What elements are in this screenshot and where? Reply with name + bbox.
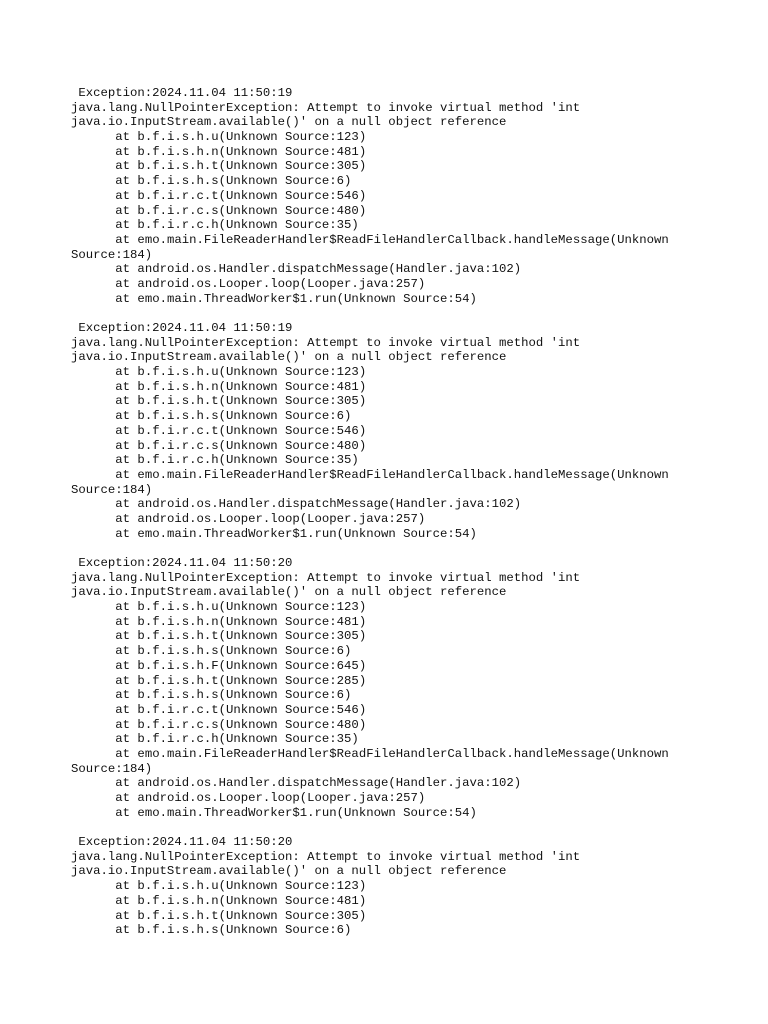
stack-frame: at android.os.Handler.dispatchMessage(Handler.java:102) xyxy=(115,262,522,277)
stack-frame: at android.os.Handler.dispatchMessage(Handler.java:102) xyxy=(115,497,522,512)
stack-frame: at b.f.i.r.c.h(Unknown Source:35) xyxy=(115,218,359,233)
exception-message: java.io.InputStream.available()' on a null object reference xyxy=(71,115,507,130)
stack-frame: at emo.main.FileReaderHandler$ReadFileHandlerCallback.handleMessage(Unknown xyxy=(115,746,669,761)
stack-frame: at b.f.i.s.h.t(Unknown Source:305) xyxy=(115,629,367,644)
stack-frame: at b.f.i.r.c.s(Unknown Source:480) xyxy=(115,203,367,218)
stack-frame: at b.f.i.s.h.t(Unknown Source:285) xyxy=(115,673,367,688)
exception-timestamp: Exception:2024.11.04 11:50:19 xyxy=(78,86,293,100)
exception-timestamp: Exception:2024.11.04 11:50:19 xyxy=(78,321,293,335)
stack-frame: at b.f.i.r.c.t(Unknown Source:546) xyxy=(115,188,367,203)
exception-message: java.lang.NullPointerException: Attempt to invoke virtual method 'int xyxy=(71,570,581,585)
stack-frame: at b.f.i.s.h.s(Unknown Source:6) xyxy=(115,644,352,659)
stack-frame: at emo.main.ThreadWorker$1.run(Unknown Source:54) xyxy=(115,526,477,541)
stack-frame: at b.f.i.s.h.t(Unknown Source:305) xyxy=(115,159,367,174)
stack-frame: at b.f.i.s.h.s(Unknown Source:6) xyxy=(115,174,352,189)
stack-frame: at b.f.i.s.h.F(Unknown Source:645) xyxy=(115,658,367,673)
exception-message: java.io.InputStream.available()' on a null object reference xyxy=(71,864,507,879)
exception-message: java.lang.NullPointerException: Attempt to invoke virtual method 'int xyxy=(71,849,581,864)
log-entry xyxy=(71,321,761,541)
stack-frame: at emo.main.ThreadWorker$1.run(Unknown Source:54) xyxy=(115,291,477,306)
stack-frame: at b.f.i.s.h.n(Unknown Source:481) xyxy=(115,144,367,159)
exception-message: java.lang.NullPointerException: Attempt to invoke virtual method 'int xyxy=(71,335,581,350)
exception-log xyxy=(71,86,761,953)
stack-frame: at b.f.i.s.h.n(Unknown Source:481) xyxy=(115,893,367,908)
stack-frame: at emo.main.FileReaderHandler$ReadFileHandlerCallback.handleMessage(Unknown xyxy=(115,467,669,482)
stack-frame: at b.f.i.r.c.h(Unknown Source:35) xyxy=(115,732,359,747)
stack-frame: at emo.main.FileReaderHandler$ReadFileHandlerCallback.handleMessage(Unknown xyxy=(115,232,669,247)
stack-frame: at b.f.i.r.c.t(Unknown Source:546) xyxy=(115,423,367,438)
exception-message: java.io.InputStream.available()' on a null object reference xyxy=(71,585,507,600)
stack-frame: at android.os.Looper.loop(Looper.java:257) xyxy=(115,511,426,526)
stack-frame-continuation: Source:184) xyxy=(71,761,153,776)
stack-frame: at android.os.Looper.loop(Looper.java:257) xyxy=(115,276,426,291)
stack-frame: at b.f.i.s.h.s(Unknown Source:6) xyxy=(115,409,352,424)
stack-frame: at emo.main.ThreadWorker$1.run(Unknown Source:54) xyxy=(115,805,477,820)
stack-frame: at b.f.i.r.c.t(Unknown Source:546) xyxy=(115,702,367,717)
log-entry xyxy=(71,835,761,938)
stack-frame: at android.os.Looper.loop(Looper.java:257) xyxy=(115,791,426,805)
exception-message: java.lang.NullPointerException: Attempt to invoke virtual method 'int xyxy=(71,100,581,115)
log-entry xyxy=(71,86,761,306)
stack-frame: at b.f.i.r.c.h(Unknown Source:35) xyxy=(115,453,359,468)
log-entry xyxy=(71,556,761,820)
stack-frame: at b.f.i.s.h.u(Unknown Source:123) xyxy=(115,130,367,145)
stack-frame: at b.f.i.s.h.u(Unknown Source:123) xyxy=(115,365,367,380)
stack-frame: at b.f.i.r.c.s(Unknown Source:480) xyxy=(115,438,367,453)
stack-frame: at b.f.i.s.h.t(Unknown Source:305) xyxy=(115,908,367,923)
stack-frame: at b.f.i.s.h.n(Unknown Source:481) xyxy=(115,614,367,629)
stack-frame-continuation: Source:184) xyxy=(71,482,153,497)
stack-frame: at b.f.i.s.h.s(Unknown Source:6) xyxy=(115,923,352,938)
stack-frame: at b.f.i.s.h.s(Unknown Source:6) xyxy=(115,688,352,703)
stack-frame: at b.f.i.s.h.n(Unknown Source:481) xyxy=(115,379,367,394)
exception-timestamp: Exception:2024.11.04 11:50:20 xyxy=(78,835,293,850)
stack-frame: at b.f.i.r.c.s(Unknown Source:480) xyxy=(115,717,367,732)
exception-message: java.io.InputStream.available()' on a null object reference xyxy=(71,350,507,365)
stack-frame: at b.f.i.s.h.u(Unknown Source:123) xyxy=(115,600,367,615)
exception-timestamp: Exception:2024.11.04 11:50:20 xyxy=(78,556,293,570)
stack-frame: at b.f.i.s.h.u(Unknown Source:123) xyxy=(115,879,367,894)
stack-frame: at android.os.Handler.dispatchMessage(Handler.java:102) xyxy=(115,776,522,791)
stack-frame-continuation: Source:184) xyxy=(71,247,153,262)
stack-frame: at b.f.i.s.h.t(Unknown Source:305) xyxy=(115,394,367,409)
